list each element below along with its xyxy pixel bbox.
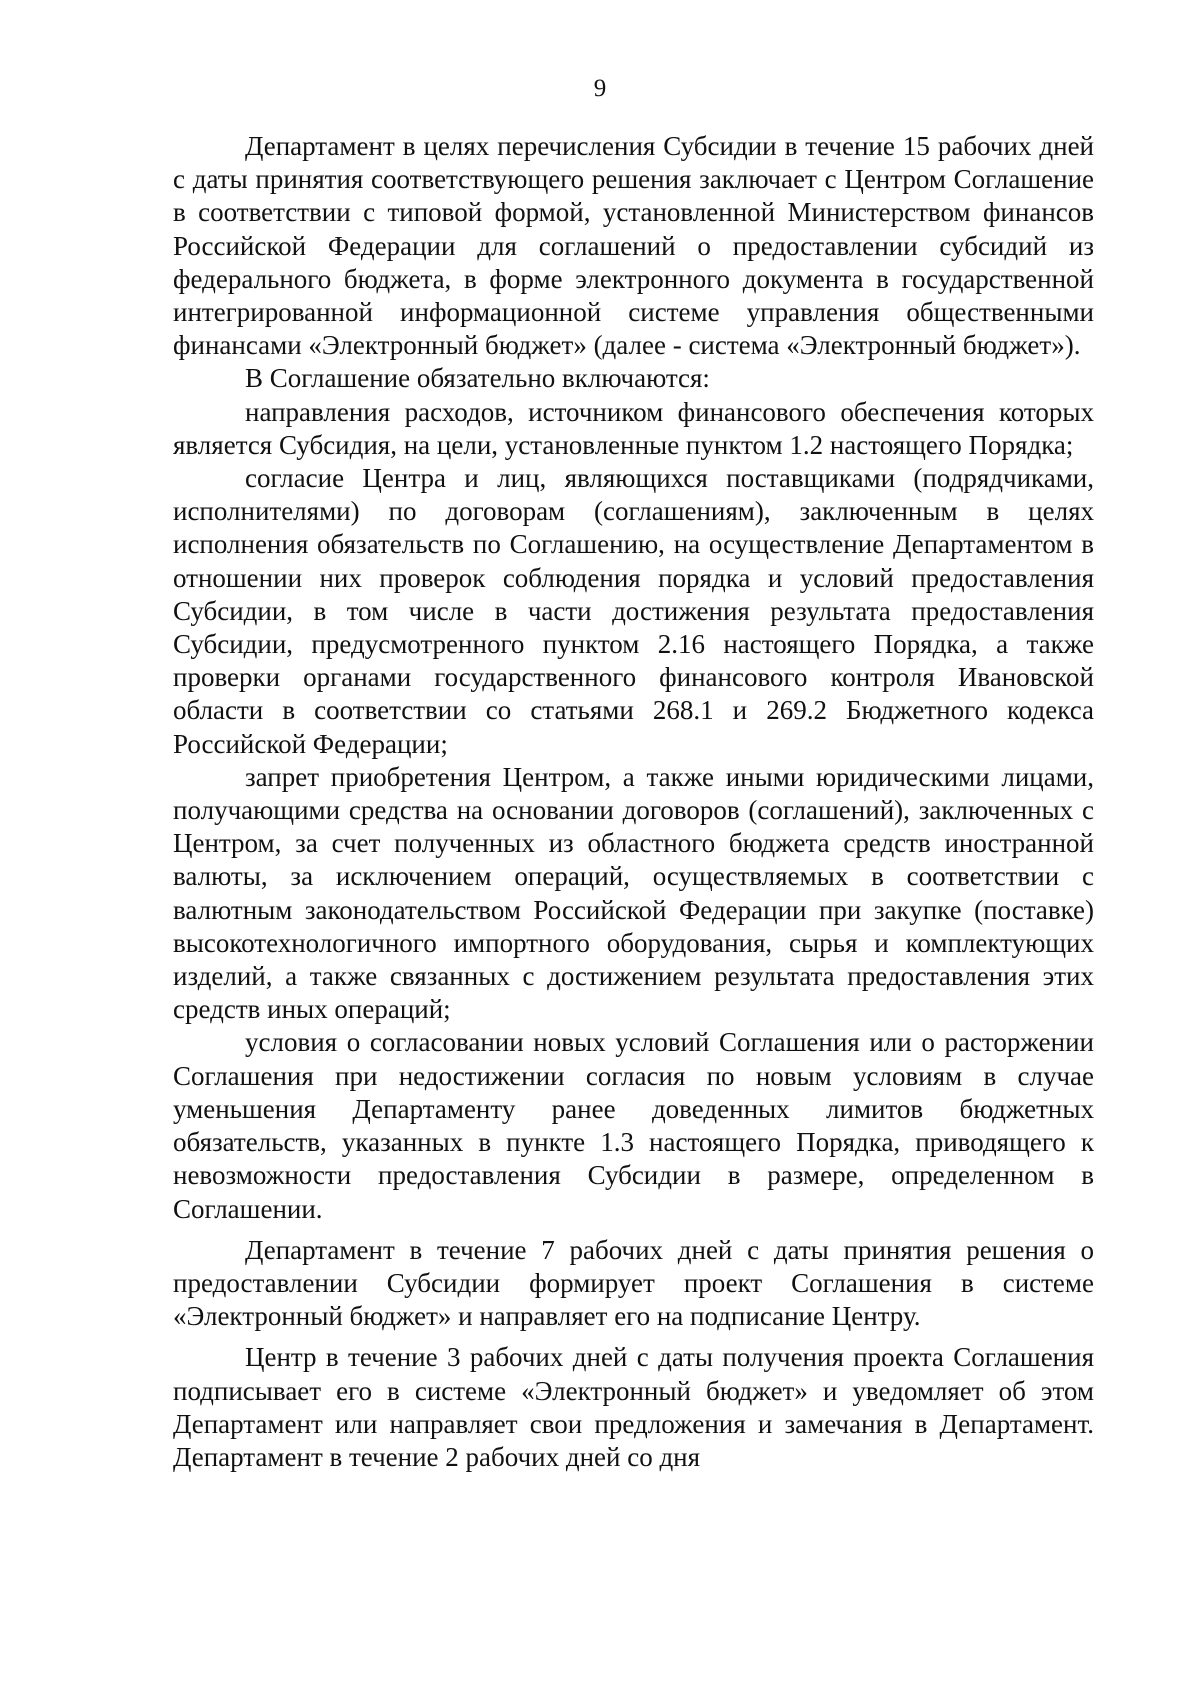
paragraph-center-signing: Центр в течение 3 рабочих дней с даты получения проекта Соглашения подписывает его в системе «Электронный бюджет» и уведомляет об этом Департамент или направляет свои предложения и замечания в Департамент. Департамент в течение 2 рабочих дней со дня: [173, 1342, 1094, 1472]
document-body: [173, 130, 1094, 1474]
paragraph-expense-directions: направления расходов, источником финансового обеспечения которых является Субсидия, на цели, установленные пунктом 1.2 настоящего Порядка;: [173, 396, 1094, 460]
paragraph-draft-agreement: Департамент в течение 7 рабочих дней с даты принятия решения о предоставлении Субсидии формирует проект Соглашения в системе «Электронный бюджет» и направляет его на подписание Центру.: [173, 1234, 1094, 1332]
paragraph-new-conditions: условия о согласовании новых условий Соглашения или о расторжении Соглашения при недостижении согласия по новым условиям в случае уменьшения Департаменту ранее доведенных лимитов бюджетных обязательств, указанных в пункте 1.3 настоящего Порядка, приводящего к невозможности предоставления Субсидии в размере, определенном в Соглашении.: [173, 1027, 1094, 1224]
paragraph-agreement-conclusion: Департамент в целях перечисления Субсидии в течение 15 рабочих дней с даты принятия соответствующего решения заключает с Центром Соглашение в соответствии с типовой формой, установленной Министерством финансов Российской Федерации для соглашений о предоставлении субсидий из федерального бюджета, в форме электронного документа в государственной интегрированной информационной системе управления общественными финансами «Электронный бюджет» (далее - система «Электронный бюджет»).: [173, 131, 1094, 361]
page-number: 9: [593, 75, 607, 102]
paragraph-inspection-consent: согласие Центра и лиц, являющихся поставщиками (подрядчиками, исполнителями) по договорам (соглашениям), заключенным в целях исполнения обязательств по Соглашению, на осуществление Департаментом в отношении них проверок соблюдения порядка и условий предоставления Субсидии, в том числе в части достижения результата предоставления Субсидии, предусмотренного пунктом 2.16 настоящего Порядка, а также проверки органами государственного финансового контроля Ивановской области в соответствии со статьями 268.1 и 269.2 Бюджетного кодекса Российской Федерации;: [173, 463, 1094, 759]
paragraph-currency-prohibition: запрет приобретения Центром, а также иными юридическими лицами, получающими средства на основании договоров (соглашений), заключенных с Центром, за счет полученных из областного бюджета средств иностранной валюты, за исключением операций, осуществляемых в соответствии с валютным законодательством Российской Федерации при закупке (поставке) высокотехнологичного импортного оборудования, сырья и комплектующих изделий, а также связанных с достижением результата предоставления этих средств иных операций;: [173, 761, 1094, 1025]
paragraph-agreement-includes: В Соглашение обязательно включаются:: [245, 363, 710, 394]
